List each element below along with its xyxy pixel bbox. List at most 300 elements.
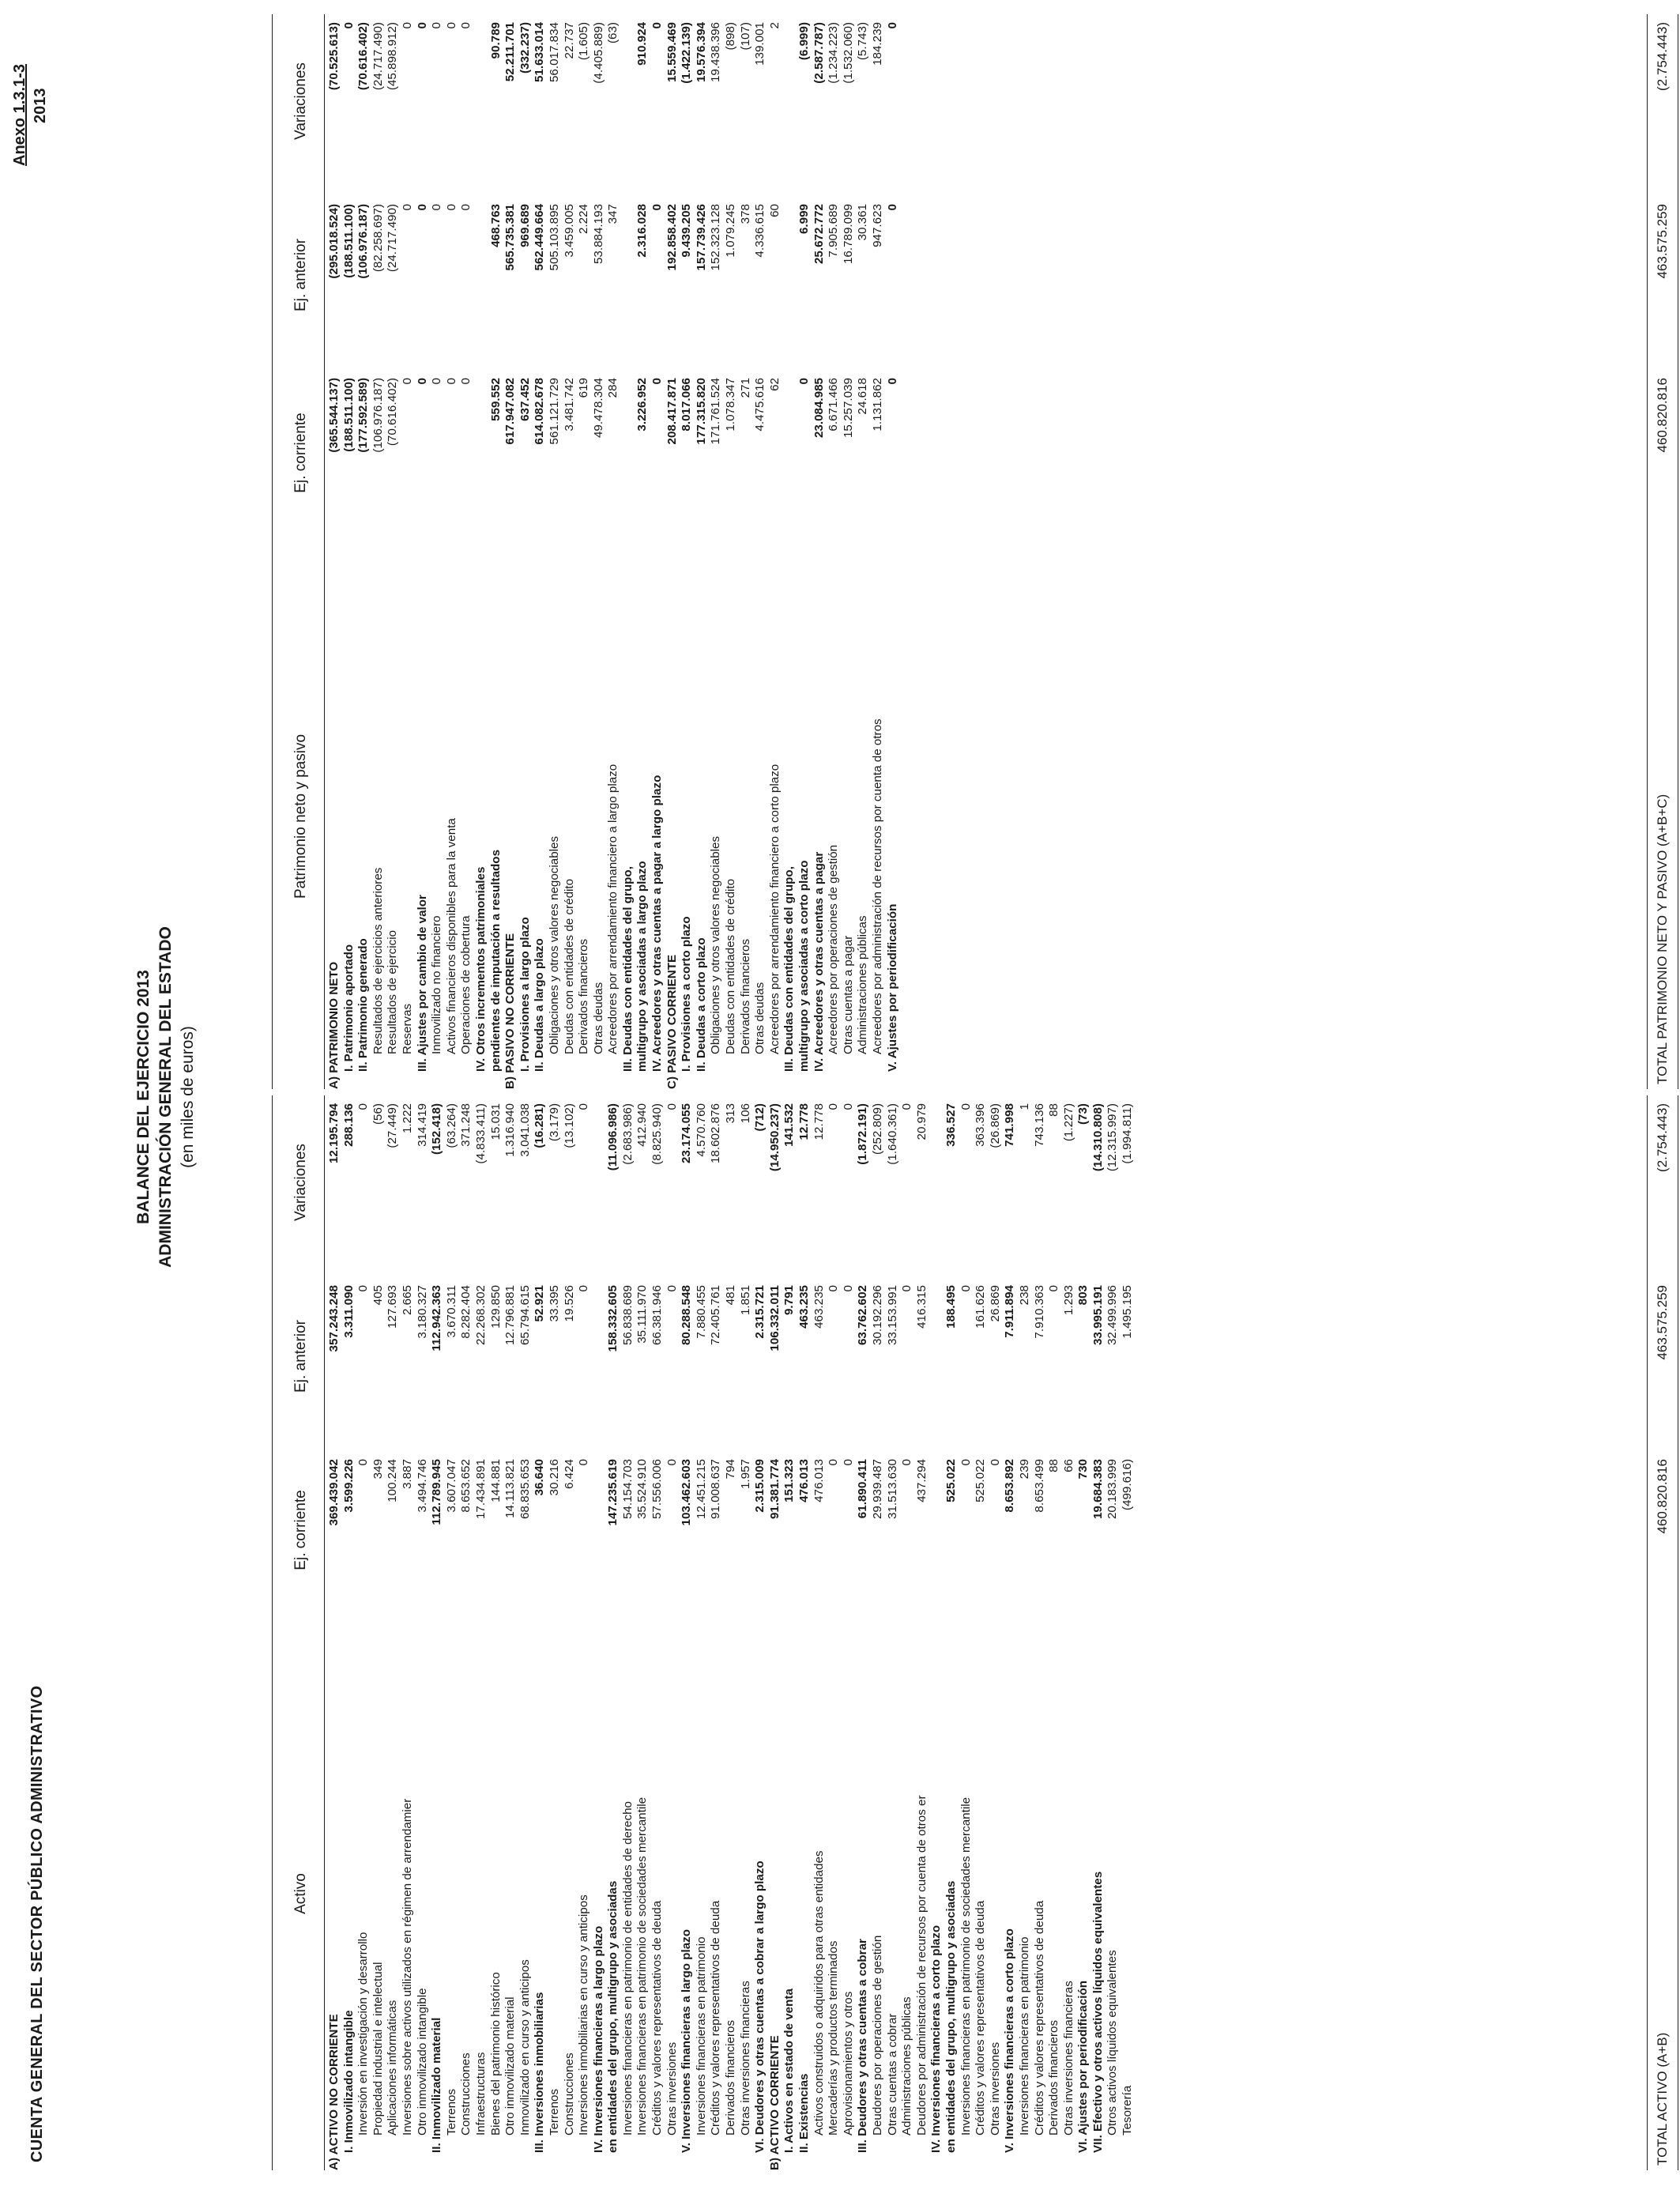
row-variation-value: (1.227) — [1061, 1103, 1075, 1142]
liabilities-column-headers — [292, 14, 316, 1089]
row-current-value: 62 — [767, 378, 782, 391]
row-previous-value: 2.315.721 — [753, 1285, 767, 1339]
row-current-value: 8.017.066 — [680, 378, 694, 432]
table-row — [1003, 1095, 1018, 2170]
row-variation-value: 56.017.834 — [547, 22, 561, 83]
row-label: Aplicaciones informáticas — [386, 2000, 400, 2136]
row-previous-value: 33.995.191 — [1090, 1285, 1105, 1346]
row-label: IV. Inversiones financieras a corto plazo — [929, 1924, 944, 2153]
table-row — [489, 14, 504, 1089]
row-previous-value: 468.763 — [488, 204, 503, 247]
table-row — [563, 14, 578, 1089]
table-row — [342, 14, 357, 1089]
table-row — [459, 1095, 474, 2170]
table-row — [592, 14, 607, 1089]
row-variation-value: 22.737 — [562, 22, 576, 59]
row-previous-value: 3.311.090 — [341, 1285, 356, 1338]
row-previous-value: 30.192.296 — [870, 1285, 884, 1346]
table-row — [739, 1095, 754, 2170]
table-row — [592, 1095, 607, 2170]
row-current-value: 17.434.891 — [473, 1459, 488, 1520]
assets-rows — [327, 1095, 1136, 2170]
row-label: II. Deudas a corto plazo — [694, 937, 708, 1072]
header-rule — [324, 14, 325, 1089]
row-current-value: 8.653.652 — [459, 1459, 473, 1513]
row-variation-value: (1.605) — [577, 22, 591, 61]
table-row — [416, 1095, 431, 2170]
row-current-value: 23.084.985 — [812, 378, 826, 439]
assets-column-headers — [292, 1095, 316, 2170]
table-row — [401, 1095, 416, 2170]
row-label: Deudas con entidades de crédito — [562, 878, 576, 1054]
total-previous: 463.575.259 — [1655, 1285, 1670, 1360]
row-label: B) ACTIVO CORRIENTE — [767, 2035, 782, 2170]
row-variation-value: 314.419 — [415, 1103, 429, 1147]
total-variation: (2.754.443) — [1655, 22, 1670, 91]
row-variation-value: (1.234.223) — [827, 22, 841, 84]
table-row — [533, 1095, 548, 2170]
row-label: I. Provisiones a corto plazo — [680, 916, 694, 1072]
row-previous-value: 481 — [724, 1285, 738, 1306]
row-label: IV. Inversiones financieras a largo plazo — [591, 1925, 605, 2153]
total-label: TOTAL PATRIMONIO NETO Y PASIVO (A+B+C) — [1655, 794, 1670, 1084]
row-variation-value: (1.422.139) — [680, 22, 694, 84]
table-row — [797, 14, 812, 1089]
table-row — [827, 14, 842, 1089]
row-label: Créditos y valores representativos de deuda — [709, 1900, 723, 2136]
row-previous-value: 19.526 — [562, 1285, 576, 1322]
col-head-variation: Variaciones — [292, 62, 309, 140]
row-current-value: 88 — [1047, 1459, 1061, 1472]
row-variation-value: (24.717.490) — [371, 22, 385, 91]
row-previous-value: 1.495.195 — [1121, 1285, 1135, 1339]
table-row — [871, 14, 886, 1089]
row-variation-value: 90.789 — [488, 22, 503, 59]
row-current-value: 54.154.703 — [620, 1459, 635, 1520]
table-row — [1106, 1095, 1121, 2170]
row-current-value: 4.475.616 — [753, 378, 767, 432]
table-row — [650, 1095, 665, 2170]
table-row — [871, 1095, 886, 2170]
row-current-value: 0 — [356, 1459, 371, 1466]
row-label: Créditos y valores representativos de deuda — [650, 1900, 665, 2136]
table-row — [533, 14, 548, 1089]
row-label: Infraestructuras — [473, 2052, 488, 2136]
col-head-current: Ej. corriente — [292, 413, 309, 493]
row-current-value: 3.481.742 — [562, 378, 576, 432]
row-previous-value: 0 — [959, 1285, 973, 1292]
liabilities-total-row — [1647, 14, 1678, 1089]
row-previous-value: 803 — [1076, 1285, 1090, 1306]
table-row — [856, 1095, 871, 2170]
row-current-value: 3.887 — [400, 1459, 414, 1490]
table-row — [1062, 1095, 1077, 2170]
row-variation-value: (4.833.411) — [473, 1103, 488, 1164]
row-label: pendientes de imputación a resultados — [488, 849, 503, 1072]
row-variation-value: (4.405.889) — [591, 22, 605, 84]
row-previous-value: 72.405.761 — [709, 1285, 723, 1346]
row-previous-value: 9.439.205 — [680, 204, 694, 258]
table-row — [724, 14, 739, 1089]
row-previous-value: 7.911.894 — [1003, 1285, 1017, 1338]
row-previous-value: 1.293 — [1061, 1285, 1075, 1316]
row-variation-value: 19.576.394 — [694, 22, 708, 83]
row-label: Acreedores por operaciones de gestión — [827, 844, 841, 1054]
col-head-current: Ej. corriente — [292, 1490, 309, 1570]
row-variation-value: (898) — [724, 22, 738, 51]
row-current-value: (70.616.402) — [386, 378, 400, 447]
row-variation-value: 0 — [341, 22, 356, 29]
row-variation-value: (12.315.997) — [1106, 1103, 1120, 1172]
row-label: Otras inversiones — [665, 2041, 679, 2136]
row-label: Otras cuentas a pagar — [841, 935, 855, 1054]
row-current-value: 794 — [724, 1459, 738, 1480]
row-previous-value: 0 — [459, 204, 473, 211]
row-variation-value: 1.222 — [400, 1103, 414, 1134]
row-label: II. Existencias — [797, 2073, 811, 2153]
row-previous-value: 2.665 — [400, 1285, 414, 1316]
row-current-value: 0 — [444, 378, 458, 385]
table-row — [606, 14, 621, 1089]
row-variation-value: 743.136 — [1032, 1103, 1046, 1147]
row-label: Deudas con entidades de crédito — [724, 878, 738, 1054]
row-previous-value: 22.268.302 — [473, 1285, 488, 1346]
assets-total-row — [1647, 1095, 1678, 2170]
table-row — [974, 1095, 989, 2170]
units-subtitle: (en miles de euros) — [179, 1026, 197, 1168]
row-previous-value: 161.626 — [974, 1285, 988, 1329]
row-label: multigrupo y asociadas a largo plazo — [635, 861, 650, 1072]
row-variation-value: 0 — [885, 22, 899, 29]
row-previous-value: 8.282.404 — [459, 1285, 473, 1339]
row-previous-value: 25.672.772 — [812, 204, 826, 265]
row-current-value: (499.616) — [1121, 1459, 1135, 1511]
row-current-value: (106.976.187) — [371, 378, 385, 453]
row-variation-value: 288.136 — [341, 1103, 356, 1147]
row-variation-value: (14.950.237) — [767, 1103, 782, 1172]
table-row — [474, 1095, 489, 2170]
row-previous-value: 565.735.381 — [503, 204, 518, 271]
row-previous-value: (82.258.697) — [371, 204, 385, 273]
row-current-value: 36.640 — [533, 1459, 547, 1496]
row-variation-value: 88 — [1047, 1103, 1061, 1117]
row-variation-value: (5.743) — [856, 22, 870, 61]
table-row — [1091, 1095, 1106, 2170]
title-line-1: BALANCE DEL EJERCICIO 2013 — [134, 970, 153, 1224]
row-variation-value: (1.532.060) — [841, 22, 855, 84]
row-variation-value: 741.998 — [1003, 1103, 1017, 1147]
row-current-value: 730 — [1076, 1459, 1090, 1480]
row-current-value: 15.257.039 — [841, 378, 855, 439]
row-label: Otras inversiones financieras — [1061, 1981, 1075, 2136]
row-variation-value: (3.179) — [547, 1103, 561, 1142]
row-current-value: 559.552 — [488, 378, 503, 421]
row-variation-value: 106 — [738, 1103, 752, 1124]
row-previous-value: 378 — [738, 204, 752, 224]
row-previous-value: (295.018.524) — [327, 204, 341, 279]
table-row — [327, 14, 342, 1089]
table-row — [900, 1095, 915, 2170]
row-variation-value: 0 — [650, 22, 665, 29]
table-row — [709, 14, 724, 1089]
row-previous-value: 405 — [371, 1285, 385, 1306]
row-variation-value: 52.211.701 — [503, 22, 518, 82]
row-previous-value: 12.796.881 — [503, 1285, 518, 1346]
row-label: Activos financieros disponibles para la venta — [444, 818, 458, 1054]
row-variation-value: (332.237) — [518, 22, 532, 74]
row-current-value: 103.462.603 — [680, 1459, 694, 1526]
col-head-label: Activo — [292, 1873, 309, 1914]
row-current-value: 68.835.653 — [518, 1459, 532, 1520]
row-previous-value: 0 — [885, 204, 899, 211]
table-row — [401, 14, 416, 1089]
row-current-value: 12.451.215 — [694, 1459, 708, 1520]
table-row — [1033, 1095, 1048, 2170]
row-label: Tesorería — [1121, 2085, 1135, 2136]
row-previous-value: (24.717.490) — [386, 204, 400, 273]
row-variation-value: (11.096.986) — [606, 1103, 620, 1171]
row-variation-value: (27.449) — [386, 1103, 400, 1148]
row-previous-value: 65.794.615 — [518, 1285, 532, 1346]
row-variation-value: (2.683.986) — [620, 1103, 635, 1165]
row-previous-value: 26.869 — [988, 1285, 1002, 1322]
row-previous-value: 112.942.363 — [430, 1285, 444, 1351]
table-row — [650, 14, 665, 1089]
row-label: Inversiones financieras en patrimonio de sociedades mercantile — [959, 1796, 973, 2136]
row-label: Derivados financieros — [1047, 2019, 1061, 2136]
row-previous-value: 33.153.991 — [885, 1285, 899, 1346]
annex-reference: Anexo 1.3.1-3 — [11, 64, 28, 166]
header-rule — [324, 1095, 325, 2170]
annex-year: 2013 — [32, 88, 49, 123]
row-variation-value: 0 — [459, 22, 473, 29]
row-variation-value: (70.525.613) — [327, 22, 341, 91]
table-row — [812, 1095, 827, 2170]
row-previous-value: 2.316.028 — [635, 204, 650, 258]
table-row — [606, 1095, 621, 2170]
row-variation-value: (70.616.402) — [356, 22, 371, 91]
row-previous-value: 3.180.327 — [415, 1285, 429, 1339]
row-current-value: 0 — [400, 378, 414, 385]
table-row — [842, 1095, 857, 2170]
col-head-variation: Variaciones — [292, 1144, 309, 1221]
row-label: Acreedores por administración de recursos por cuenta de otros — [870, 718, 884, 1054]
row-label: III. Inversiones inmobiliarias — [533, 1992, 547, 2153]
total-current: 460.820.816 — [1655, 1459, 1670, 1534]
row-label: Operaciones de cobertura — [459, 915, 473, 1054]
row-label: Terrenos — [444, 2088, 458, 2136]
row-variation-value: 19.438.396 — [709, 22, 723, 83]
table-row — [695, 1095, 710, 2170]
row-current-value: 147.235.619 — [606, 1459, 620, 1526]
row-previous-value: 505.103.895 — [547, 204, 561, 271]
row-current-value: 561.121.729 — [547, 378, 561, 445]
row-previous-value: 63.762.602 — [856, 1285, 870, 1346]
row-label: Aprovisionamientos y otros — [841, 1991, 855, 2136]
row-current-value: 3.599.226 — [341, 1459, 356, 1513]
row-previous-value: 127.693 — [386, 1285, 400, 1329]
row-current-value: 19.684.383 — [1090, 1459, 1105, 1520]
row-previous-value: 0 — [827, 1285, 841, 1292]
row-label: Obligaciones y otros valores negociables — [547, 835, 561, 1054]
row-label: Derivados financieros — [724, 2019, 738, 2136]
row-label: III. Deudas con entidades del grupo, — [620, 866, 635, 1072]
row-previous-value: 9.791 — [782, 1285, 797, 1316]
row-previous-value: 6.999 — [797, 204, 811, 235]
table-row — [929, 1095, 944, 2170]
table-row — [327, 1095, 342, 2170]
row-label: I. Provisiones a largo plazo — [518, 917, 532, 1072]
row-variation-value: 313 — [724, 1103, 738, 1124]
row-previous-value: 16.789.099 — [841, 204, 855, 265]
row-current-value: (177.592.589) — [356, 378, 371, 453]
row-variation-value: (252.809) — [870, 1103, 884, 1155]
row-label: Derivados financieros — [738, 938, 752, 1054]
row-variation-value: 0 — [430, 22, 444, 29]
row-previous-value: 35.111.970 — [635, 1285, 650, 1344]
table-top-rule — [272, 14, 273, 1089]
row-variation-value: 0 — [577, 1103, 591, 1110]
row-current-value: 525.022 — [944, 1459, 958, 1502]
row-current-value: 0 — [988, 1459, 1002, 1466]
row-current-value: 0 — [900, 1459, 914, 1466]
row-variation-value: 18.602.876 — [709, 1103, 723, 1164]
row-label: Inversiones financieras en patrimonio — [694, 1936, 708, 2136]
row-current-value: 35.524.910 — [635, 1459, 650, 1520]
table-row — [989, 1095, 1004, 2170]
row-current-value: 0 — [959, 1459, 973, 1466]
row-previous-value: 0 — [400, 204, 414, 211]
assets-table — [272, 1095, 1680, 2170]
row-label: Mercaderías y productos terminados — [827, 1940, 841, 2136]
table-row — [886, 14, 901, 1089]
row-variation-value: 336.527 — [944, 1103, 958, 1147]
row-label: B) PASIVO NO CORRIENTE — [503, 933, 518, 1089]
table-row — [680, 14, 695, 1089]
total-current: 460.820.816 — [1655, 378, 1670, 453]
row-previous-value: 0 — [841, 1285, 855, 1292]
row-label: Inversiones financieras en patrimonio de entidades de derecho — [620, 1801, 635, 2136]
row-label: multigrupo y asociadas a corto plazo — [797, 860, 811, 1072]
row-previous-value: 969.689 — [518, 204, 532, 247]
row-label: Créditos y valores representativos de deuda — [1032, 1900, 1046, 2136]
row-previous-value: (106.976.187) — [356, 204, 371, 279]
row-current-value: 271 — [738, 378, 752, 398]
table-row — [459, 14, 474, 1089]
row-label: en entidades del grupo, multigrupo y asociadas — [944, 1880, 958, 2153]
row-current-value: 49.478.304 — [591, 378, 605, 439]
row-current-value: 0 — [841, 1459, 855, 1466]
row-current-value: 476.013 — [812, 1459, 826, 1502]
row-previous-value: 238 — [1017, 1285, 1031, 1306]
row-previous-value: 0 — [415, 204, 429, 211]
row-current-value: 3.607.047 — [444, 1459, 458, 1513]
row-previous-value: 3.670.311 — [444, 1285, 458, 1338]
row-variation-value: (152.418) — [430, 1103, 444, 1155]
row-label: Activos construidos o adquiridos para otras entidades — [812, 1850, 826, 2136]
row-label: Resultados de ejercicio — [386, 929, 400, 1054]
row-variation-value: (6.999) — [797, 22, 811, 61]
row-label: Resultados de ejercicios anteriores — [371, 867, 385, 1054]
row-variation-value: (63) — [606, 22, 620, 44]
row-variation-value: (73) — [1076, 1103, 1090, 1125]
row-label: C) PASIVO CORRIENTE — [665, 954, 679, 1089]
row-variation-value: 0 — [827, 1103, 841, 1110]
row-previous-value: 52.921 — [533, 1285, 547, 1322]
row-current-value: 8.653.499 — [1032, 1459, 1046, 1513]
row-label: Otras inversiones — [988, 2041, 1002, 2136]
row-current-value: 91.008.637 — [709, 1459, 723, 1520]
row-variation-value: 0 — [400, 22, 414, 29]
liabilities-rows — [327, 14, 900, 1089]
row-current-value: 151.323 — [782, 1459, 797, 1502]
row-current-value: 30.216 — [547, 1459, 561, 1496]
table-row — [944, 1095, 959, 2170]
row-current-value: 8.653.892 — [1003, 1459, 1017, 1513]
row-current-value: 91.381.774 — [767, 1459, 782, 1520]
row-current-value: 24.618 — [856, 378, 870, 415]
row-label: Administraciones públicas — [900, 1996, 914, 2136]
row-variation-value: 20.979 — [914, 1103, 929, 1140]
table-row — [445, 1095, 460, 2170]
row-previous-value: 1.851 — [738, 1285, 752, 1316]
table-row — [430, 14, 445, 1089]
row-previous-value: 188.495 — [944, 1285, 958, 1329]
row-previous-value: 56.838.689 — [620, 1285, 635, 1346]
table-row — [621, 14, 636, 1089]
row-previous-value: 357.243.248 — [327, 1285, 341, 1352]
table-row — [695, 14, 710, 1089]
table-row — [1018, 1095, 1033, 2170]
row-label: Construcciones — [562, 2053, 576, 2136]
table-row — [753, 14, 768, 1089]
row-label: III. Deudores y otras cuentas a cobrar — [856, 1939, 870, 2153]
row-label: Otras inversiones financieras — [738, 1981, 752, 2136]
row-label: II. Patrimonio generado — [356, 938, 371, 1072]
row-label: I. Inmovilizado intangible — [341, 2010, 356, 2153]
row-previous-value: 1.079.245 — [724, 204, 738, 258]
table-row — [724, 1095, 739, 2170]
org-header: CUENTA GENERAL DEL SECTOR PÚBLICO ADMINISTRATIVO — [28, 1685, 46, 2162]
row-label: Otras cuentas a cobrar — [885, 2013, 899, 2136]
row-current-value: 2.315.009 — [753, 1459, 767, 1513]
row-label: Bienes del patrimonio histórico — [488, 1972, 503, 2136]
row-variation-value: 0 — [415, 22, 429, 29]
row-previous-value: 30.361 — [856, 204, 870, 241]
row-current-value: 476.013 — [797, 1459, 811, 1502]
table-row — [548, 1095, 563, 2170]
row-current-value: 239 — [1017, 1459, 1031, 1480]
row-previous-value: 152.323.128 — [709, 204, 723, 271]
row-label: V. Inversiones financieras a largo plazo — [680, 1928, 694, 2153]
table-row — [782, 1095, 797, 2170]
row-current-value: 177.315.820 — [694, 378, 708, 445]
table-row — [635, 14, 650, 1089]
row-label: Inmovilizado en curso y anticipos — [518, 1959, 532, 2136]
table-row — [827, 1095, 842, 2170]
row-current-value: 369.439.042 — [327, 1459, 341, 1526]
row-label: VI. Deudores y otras cuentas a cobrar a largo plazo — [753, 1860, 767, 2153]
row-current-value: 14.113.821 — [503, 1459, 518, 1518]
table-row — [1121, 1095, 1136, 2170]
row-previous-value: 158.332.605 — [606, 1285, 620, 1352]
row-previous-value: 463.235 — [797, 1285, 811, 1329]
row-current-value: 61.890.411 — [856, 1459, 870, 1519]
table-row — [386, 1095, 401, 2170]
row-previous-value: 0 — [900, 1285, 914, 1292]
row-label: Derivados financieros — [577, 938, 591, 1054]
row-previous-value: 0 — [665, 1285, 679, 1292]
